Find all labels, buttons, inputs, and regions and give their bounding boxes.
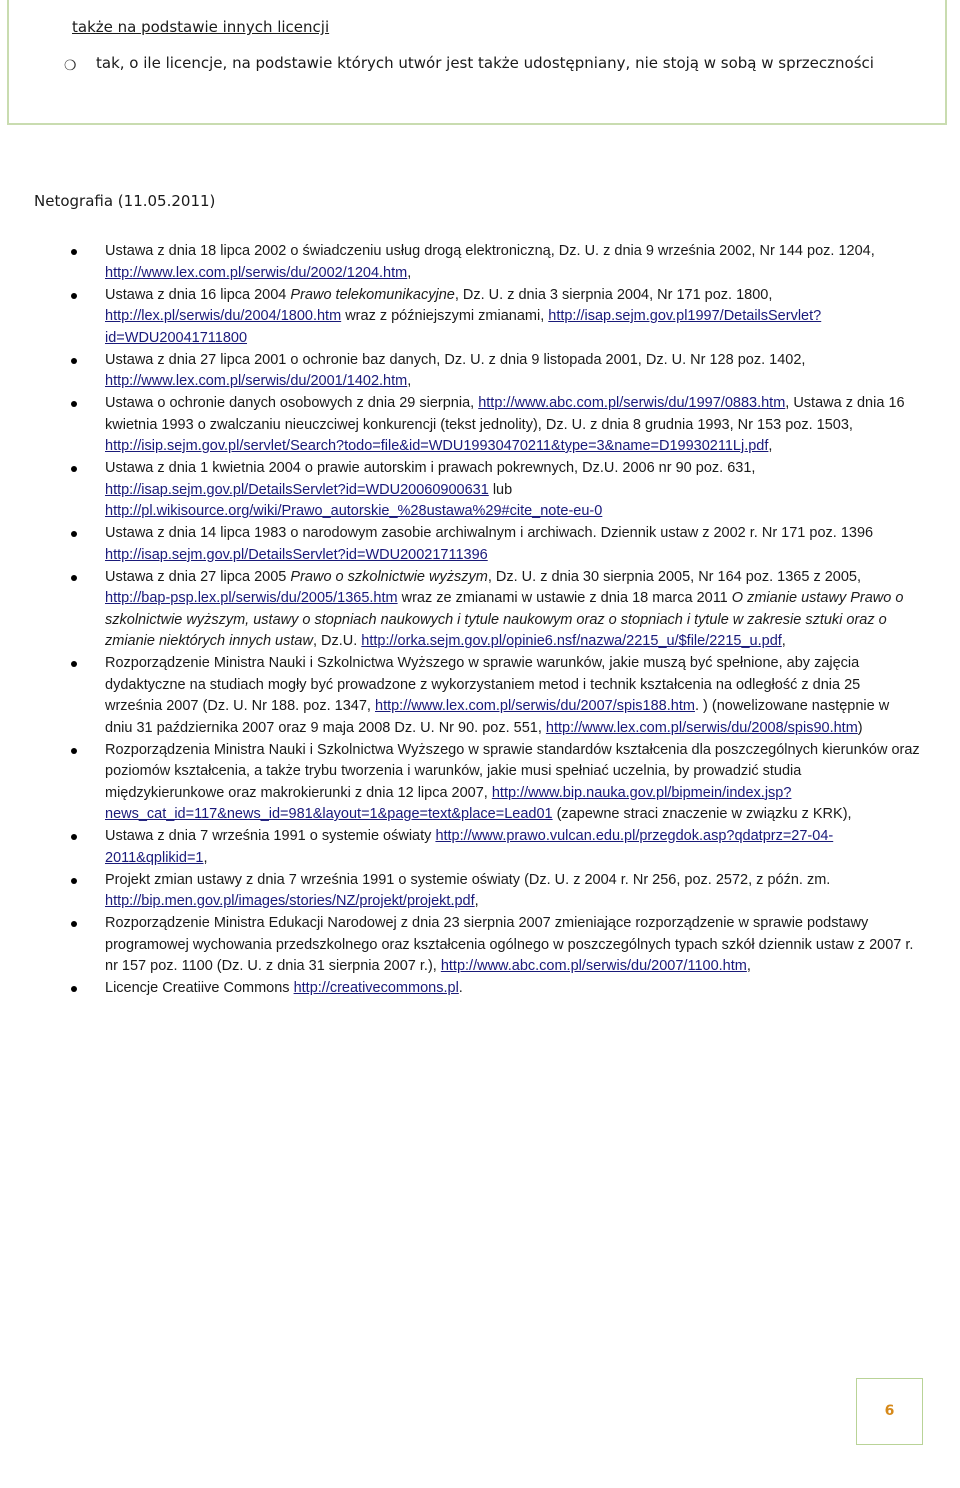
reference-text: Ustawa z dnia 27 lipca 2001 o ochronie baz danych, Dz. U. z dnia 9 listopada 2001, Dz. U. Nr 128 poz. 1402, [105,351,806,368]
reference-link[interactable]: http://www.lex.com.pl/serwis/du/2007/spis188.htm [375,698,695,714]
reference-link[interactable]: http://www.lex.com.pl/serwis/du/2002/1204.htm [105,264,408,281]
reference-text: Ustawa o ochronie danych osobowych z dnia 29 sierpnia, [105,395,479,411]
reference-link[interactable]: http://www.lex.com.pl/serwis/du/2008/spis90.htm [545,719,858,736]
reference-text: Projekt zmian ustawy z dnia 7 września 1991 o systemie oświaty (Dz. U. z 2004 r. Nr 256, poz. 2572, z późn. zm. [105,871,831,888]
bullet-icon [71,661,77,667]
reference-link[interactable]: http://www.abc.com.pl/serwis/du/2007/1100.htm [440,958,747,974]
reference-link[interactable]: http://isap.sejm.gov.pl1997/DetailsServlet?id=WDU20041711800 [105,308,822,346]
reference-text: Ustawa z dnia 16 lipca 2004 [105,286,291,303]
reference-item [0,826,920,869]
reference-item [0,393,920,458]
bullet-icon [71,358,77,364]
reference-text: , [781,633,786,649]
reference-text: , [474,893,479,909]
reference-item [0,523,920,566]
reference-link[interactable]: http://orka.sejm.gov.pl/opinie6.nsf/nazwa/2215_u/$file/2215_u.pdf [361,633,782,649]
reference-link[interactable]: http://www.prawo.vulcan.edu.pl/przegdok.asp?qdatprz=27-04-2011&qplikid=1 [105,828,834,866]
license-option-text: tak, o ile licencje, na podstawie których utwór jest także udostępniany, nie stoją w sobą w sprzeczności [96,54,874,72]
reference-text: , [746,958,751,974]
bullet-icon [71,748,77,754]
reference-text: Rozporządzenie Ministra Edukacji Narodowej z dnia 23 sierpnia 2007 zmieniające rozporządzenie w sprawie podstawy programowej wychowania przedszkolnego oraz kształcenia ogólnego w poszczególnych typach szkół dziennik ustaw z 2007 r. nr 157 poz. 1100 (Dz. U. z dnia 31 sierpnia 2007 r.), [105,915,914,974]
reference-text: , Dz. U. z dnia 3 sierpnia 2004, Nr 171 poz. 1800, [454,286,773,303]
reference-link[interactable]: http://isap.sejm.gov.pl/DetailsServlet?id=WDU20021711396 [105,546,488,563]
license-option-box [7,0,947,125]
reference-item [0,241,920,284]
reference-text: Rozporządzenie Ministra Nauki i Szkolnictwa Wyższego w sprawie warunków, jakie muszą być spełnione, aby zajęcia dydaktyczne na studiach mogły być prowadzone z wykorzystaniem metod i technik kształcenia na odległość z dnia 25 września 2007 (Dz. U. Nr 188. poz. 1347, [105,655,861,714]
reference-text: , [768,438,773,454]
reference-item [0,350,920,393]
reference-link[interactable]: http://pl.wikisource.org/wiki/Prawo_autorskie_%28ustawa%29#cite_note-eu-0 [105,503,603,519]
reference-link[interactable]: http://creativecommons.pl [293,980,459,996]
reference-text: , Dz. U. z dnia 30 sierpnia 2005, Nr 164 poz. 1365 z 2005, [487,568,862,585]
reference-text: Rozporządzenia Ministra Nauki i Szkolnictwa Wyższego w sprawie standardów kształcenia dla poszczególnych kierunków oraz poziomów kształcenia, a także trybu tworzenia i warunków, jakie musi spełniać uczelnia, by prowadzić studia międzykierunkowe oraz makrokierunki z dnia 12 lipca 2007, [105,741,920,801]
reference-item [0,740,920,826]
reference-text: , [407,373,412,389]
reference-item [0,978,920,1000]
reference-link[interactable]: http://bap-psp.lex.pl/serwis/du/2005/1365.htm [105,590,398,606]
reference-text: (zapewne straci znaczenie w związku z KRK), [552,806,852,822]
reference-item [0,458,920,523]
reference-link[interactable]: http://lex.pl/serwis/du/2004/1800.htm [105,308,342,324]
bullet-icon [71,293,77,299]
reference-link[interactable]: http://bip.men.gov.pl/images/stories/NZ/projekt/projekt.pdf [105,893,475,909]
reference-text: Ustawa z dnia 1 kwietnia 2004 o prawie autorskim i prawach pokrewnych, Dz.U. 2006 nr 90 poz. 631, [105,460,756,476]
reference-text: , Ustawa z dnia 16 kwietnia 1993 o zwalczaniu nieuczciwej konkurencji (tekst jednolity), Dz. U. z dnia 8 grudnia 1993, Nr 153 poz. 1503, [105,395,905,433]
bullet-icon [71,834,77,840]
bullet-icon [71,575,77,581]
reference-list [0,241,960,1000]
page-number: 6 [884,1403,895,1419]
reference-text: ) [857,719,863,736]
page-number-box [856,1378,923,1445]
bullet-icon [71,531,77,537]
reference-link[interactable]: http://www.abc.com.pl/serwis/du/1997/0883.htm [478,395,786,411]
reference-link[interactable]: http://www.lex.com.pl/serwis/du/2001/1402.htm [105,373,408,389]
reference-text: lub [488,481,513,498]
bullet-icon [71,986,77,992]
bullet-icon [71,878,77,884]
reference-text: , Dz.U. [312,633,362,649]
reference-text: . [458,980,463,996]
section-heading: Netografia (11.05.2011) [34,192,216,210]
reference-link[interactable]: http://isip.sejm.gov.pl/servlet/Search?todo=file&id=WDU19930470211&type=3&name=D19930211Lj.pdf [105,438,769,454]
radio-circle-icon[interactable]: ❍ [64,58,77,74]
reference-text: wraz z późniejszymi zmianami, [341,308,549,324]
reference-text: , [407,264,412,281]
reference-title: Prawo o szkolnictwie wyższym [290,568,488,585]
reference-item [0,285,920,350]
reference-item [0,913,920,978]
reference-text: Ustawa z dnia 18 lipca 2002 o świadczeniu usług drogą elektroniczną, Dz. U. z dnia 9 września 2002, Nr 144 poz. 1204, [105,243,875,259]
reference-text: Licencje Creatiive Commons [105,980,294,996]
bullet-icon [71,466,77,472]
reference-text: Ustawa z dnia 27 lipca 2005 [105,568,291,585]
reference-title: O zmianie ustawy Prawo o szkolnictwie wyższym, ustawy o stopniach naukowych i tytule naukowym oraz o stopniach i tytule w zakresie sztuki oraz o zmianie niektórych innych ustaw [105,590,904,649]
reference-text: Ustawa z dnia 7 września 1991 o systemie oświaty [105,828,436,844]
bullet-icon [71,921,77,927]
reference-text: . ) (nowelizowane następnie w dniu 31 października 2007 oraz 9 maja 2008 Dz. U. Nr 90. poz. 551, [105,698,890,736]
reference-item [0,870,920,913]
reference-item [0,567,920,653]
bullet-icon [71,249,77,255]
reference-link[interactable]: http://isap.sejm.gov.pl/DetailsServlet?id=WDU20060900631 [105,481,489,498]
reference-text: wraz ze zmianami w ustawie z dnia 18 marca 2011 [397,590,732,606]
bullet-icon [71,401,77,407]
reference-link[interactable]: http://www.bip.nauka.gov.pl/bipmein/index.jsp?news_cat_id=117&news_id=981&layout=1&page=text&place=Lead01 [105,784,792,822]
reference-text: Ustawa z dnia 14 lipca 1983 o narodowym zasobie archiwalnym i archiwach. Dziennik ustaw z 2002 r. Nr 171 poz. 1396 [105,525,874,541]
reference-title: Prawo telekomunikacyjne [290,286,455,303]
reference-item [0,653,920,739]
reference-text: , [203,849,208,866]
license-line: także na podstawie innych licencji [72,18,330,36]
